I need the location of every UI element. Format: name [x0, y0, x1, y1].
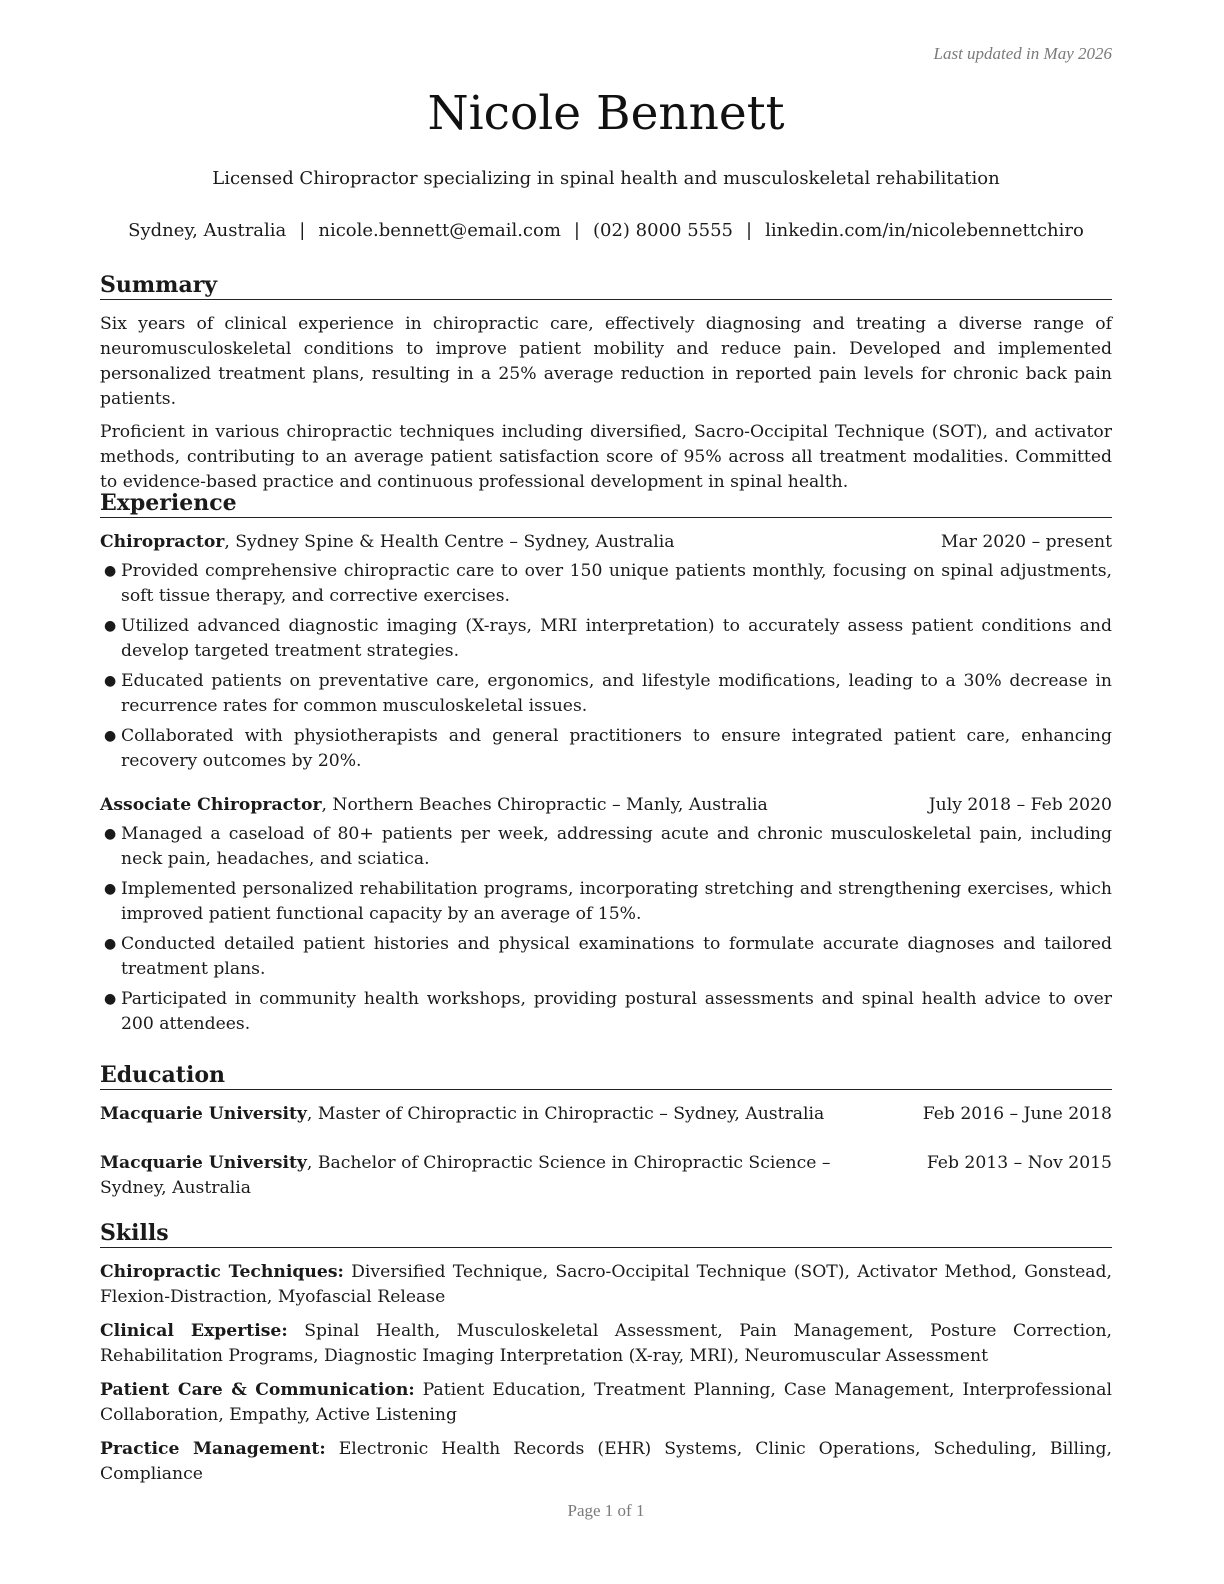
- bullet-icon: ●: [104, 673, 117, 689]
- list-item: [100, 822, 1112, 872]
- job-bullets: [100, 559, 1112, 774]
- section-title-experience: Experience: [100, 490, 1112, 518]
- list-item: [100, 724, 1112, 774]
- job-org: , Northern Beaches Chiropractic – Manly, Australia: [321, 795, 768, 815]
- skill-label: Chiropractic Techniques:: [100, 1262, 344, 1282]
- skill-group: [100, 1260, 1112, 1310]
- candidate-name: Nicole Bennett: [427, 86, 785, 141]
- bullet-text: Collaborated with physiotherapists and general practitioners to ensure integrated patient care, enhancing recovery outcomes by 20%.: [121, 726, 1112, 771]
- skill-label: Practice Management:: [100, 1439, 326, 1459]
- education-entry: [100, 1102, 1112, 1127]
- bullet-icon: ●: [104, 936, 117, 952]
- bullet-icon: ●: [104, 826, 117, 842]
- skill-label: Clinical Expertise:: [100, 1321, 288, 1341]
- bullet-icon: ●: [104, 618, 117, 634]
- education-section: [100, 1062, 1112, 1201]
- skills-section: [100, 1220, 1112, 1496]
- education-dates: Feb 2016 – June 2018: [922, 1104, 1112, 1124]
- bullet-icon: ●: [104, 881, 117, 897]
- list-item: [100, 669, 1112, 719]
- list-item: [100, 987, 1112, 1037]
- tagline: Licensed Chiropractor specializing in spinal health and musculoskeletal rehabilitation: [212, 168, 1000, 189]
- skill-items: Spinal Health, Musculoskeletal Assessment, Pain Management, Posture Correction, Rehabilitation Programs, Diagnostic Imaging Interpretation (X-ray, MRI), Neuromuscular Assessment: [100, 1321, 1112, 1366]
- skill-group: [100, 1437, 1112, 1487]
- skill-items: Diversified Technique, Sacro-Occipital Technique (SOT), Activator Method, Gonstead, Flexion-Distraction, Myofascial Release: [100, 1262, 1112, 1307]
- bullet-text: Utilized advanced diagnostic imaging (X-rays, MRI interpretation) to accurately assess patient conditions and develop targeted treatment strategies.: [121, 616, 1112, 661]
- resume-page: [100, 0, 1112, 1584]
- job-bullets: [100, 822, 1112, 1037]
- bullet-icon: ●: [104, 563, 117, 579]
- contact-separator: |: [573, 220, 580, 241]
- job-entry: [100, 530, 1112, 774]
- bullet-text: Conducted detailed patient histories and physical examinations to formulate accurate diagnoses and tailored treatment plans.: [121, 934, 1112, 979]
- job-role: Chiropractor: [100, 532, 225, 552]
- page-number: Page 1 of 1: [567, 1501, 645, 1520]
- job-dates: July 2018 – Feb 2020: [928, 795, 1112, 815]
- contact-separator: |: [746, 220, 753, 241]
- skill-items: Patient Education, Treatment Planning, Case Management, Interprofessional Collaboration, Empathy, Active Listening: [100, 1380, 1112, 1425]
- bullet-text: Provided comprehensive chiropractic care to over 150 unique patients monthly, focusing on spinal adjustments, soft tissue therapy, and corrective exercises.: [121, 561, 1112, 606]
- job-dates: Mar 2020 – present: [940, 532, 1112, 552]
- education-detail: , Bachelor of Chiropractic Science in Chiropractic Science – Sydney, Australia: [100, 1153, 831, 1198]
- education-dates: Feb 2013 – Nov 2015: [926, 1153, 1112, 1173]
- list-item: [100, 614, 1112, 664]
- contact-email[interactable]: nicole.bennett@email.com: [318, 220, 561, 241]
- skill-group: [100, 1319, 1112, 1369]
- contact-line: [100, 220, 1112, 241]
- contact-phone[interactable]: (02) 8000 5555: [593, 220, 734, 241]
- job-header: [100, 530, 1112, 555]
- education-school: Macquarie University: [100, 1104, 307, 1124]
- list-item: [100, 932, 1112, 982]
- section-title-skills: Skills: [100, 1220, 1112, 1248]
- list-item: [100, 877, 1112, 927]
- job-header: [100, 793, 1112, 818]
- education-detail: , Master of Chiropractic in Chiropractic – Sydney, Australia: [306, 1104, 825, 1124]
- summary-section: [100, 272, 1112, 503]
- education-school: Macquarie University: [100, 1153, 307, 1173]
- skill-group: [100, 1378, 1112, 1428]
- contact-location: Sydney, Australia: [128, 220, 287, 241]
- summary-paragraph: Proficient in various chiropractic techniques including diversified, Sacro-Occipital Technique (SOT), and activator methods, contributing to an average patient satisfaction score of 95% across all treatment modalities. Committed to evidence-based practice and continuous professional development in spinal health.: [100, 422, 1112, 492]
- job-role: Associate Chiropractor: [100, 795, 322, 815]
- skill-items: Electronic Health Records (EHR) Systems, Clinic Operations, Scheduling, Billing, Compliance: [100, 1439, 1112, 1484]
- section-title-summary: Summary: [100, 272, 1112, 300]
- education-entry: [100, 1151, 1112, 1201]
- bullet-text: Participated in community health workshops, providing postural assessments and spinal health advice to over 200 attendees.: [121, 989, 1112, 1034]
- last-updated: Last updated in May 2026: [933, 44, 1112, 63]
- job-org: , Sydney Spine & Health Centre – Sydney, Australia: [224, 532, 675, 552]
- contact-separator: |: [299, 220, 306, 241]
- section-title-education: Education: [100, 1062, 1112, 1090]
- bullet-text: Managed a caseload of 80+ patients per week, addressing acute and chronic musculoskeletal pain, including neck pain, headaches, and sciatica.: [121, 824, 1112, 869]
- bullet-icon: ●: [104, 991, 117, 1007]
- job-entry: [100, 793, 1112, 1037]
- bullet-text: Educated patients on preventative care, ergonomics, and lifestyle modifications, leading to a 30% decrease in recurrence rates for common musculoskeletal issues.: [121, 671, 1112, 716]
- list-item: [100, 559, 1112, 609]
- bullet-icon: ●: [104, 728, 117, 744]
- summary-paragraph: Six years of clinical experience in chiropractic care, effectively diagnosing and treating a diverse range of neuromusculoskeletal conditions to improve patient mobility and reduce pain. Developed and implemented personalized treatment plans, resulting in a 25% average reduction in reported pain levels for chronic back pain patients.: [100, 314, 1112, 409]
- experience-section: [100, 490, 1112, 1042]
- bullet-text: Implemented personalized rehabilitation programs, incorporating stretching and strengthening exercises, which improved patient functional capacity by an average of 15%.: [121, 879, 1112, 924]
- skill-label: Patient Care & Communication:: [100, 1380, 415, 1400]
- contact-linkedin[interactable]: linkedin.com/in/nicolebennettchiro: [765, 220, 1084, 241]
